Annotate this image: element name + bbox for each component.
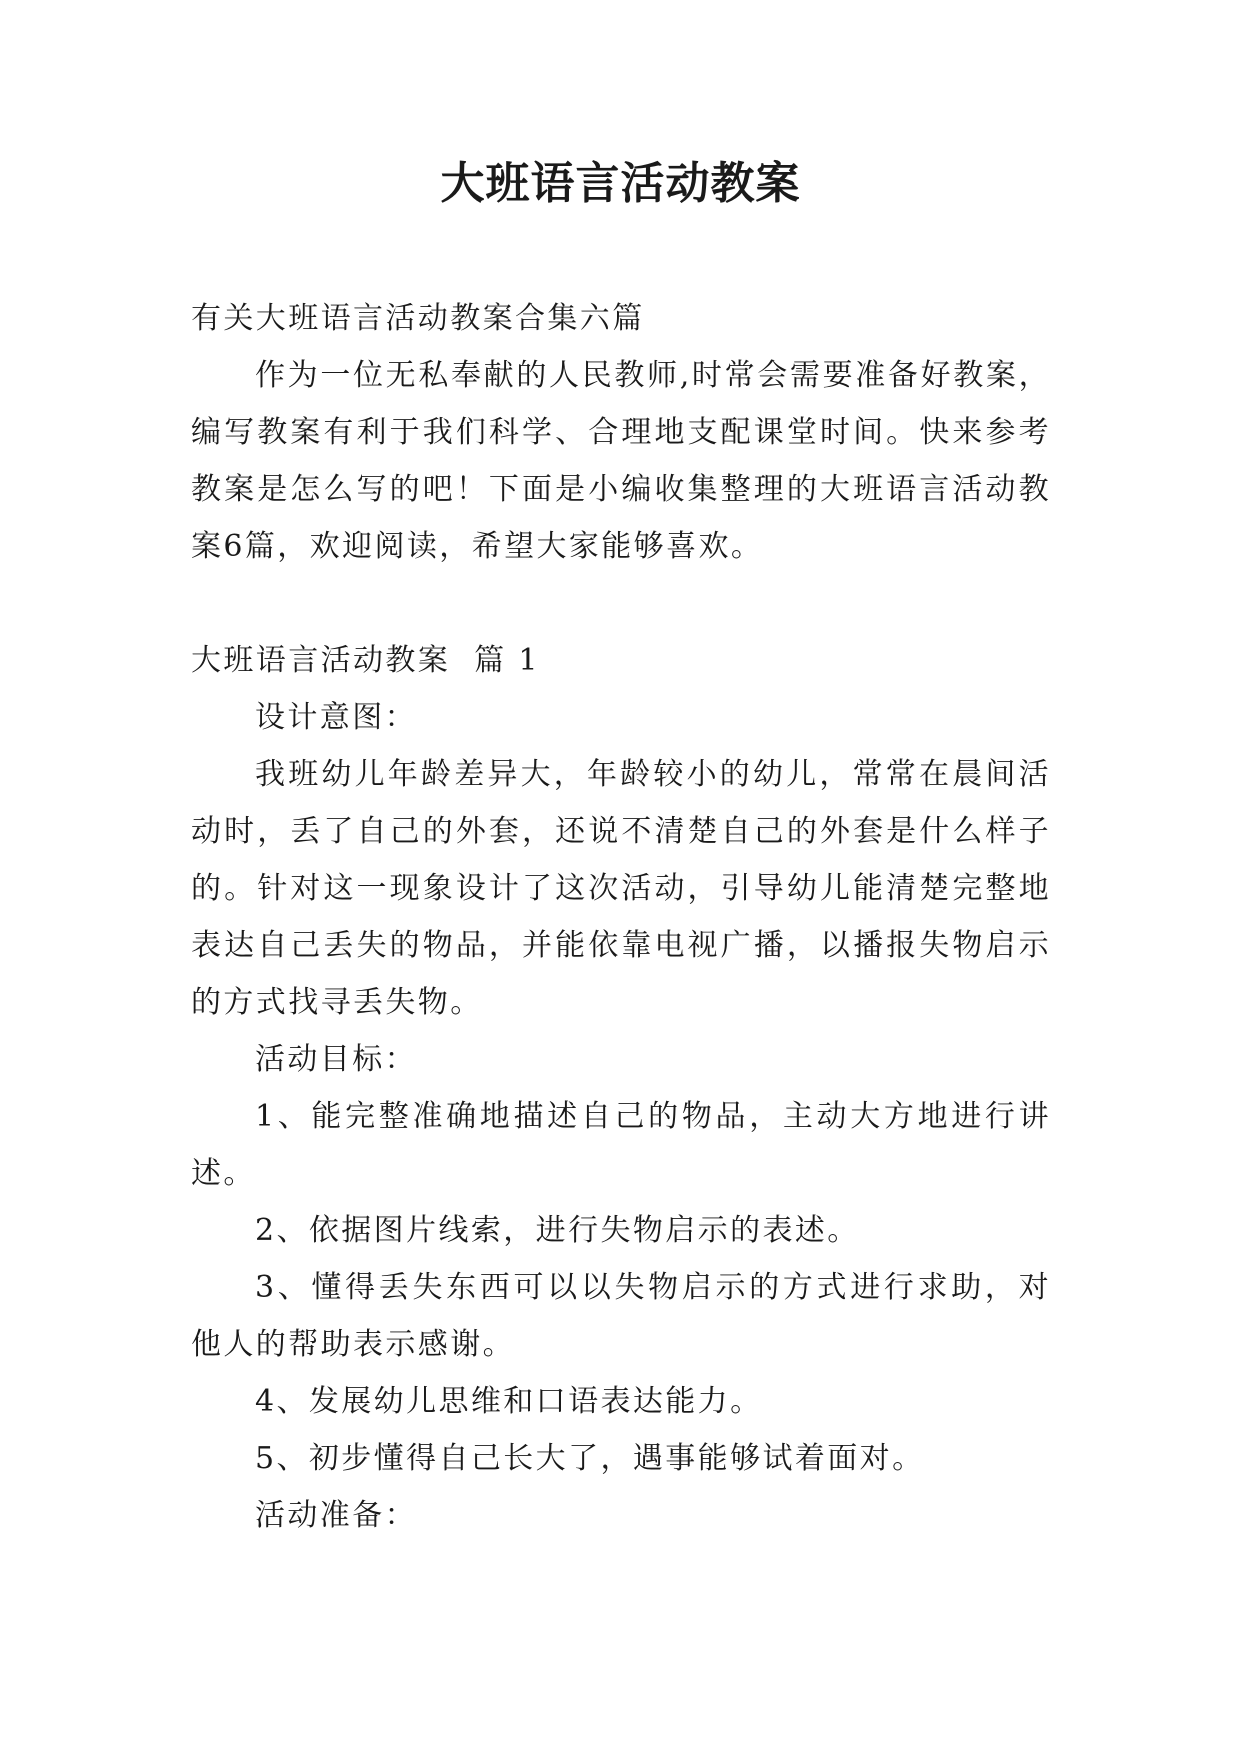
document-title: 大班语言活动教案	[440, 158, 801, 209]
intro-paragraph: 作为一位无私奉献的人民教师,时常会需要准备好教案，编写教案有利于我们科学、合理地支配课堂时间。快来参考教案是怎么写的吧！下面是小编收集整理的大班语言活动教案6篇，欢迎阅读，希望大家能够喜欢。	[191, 358, 1051, 564]
section-spacer	[191, 575, 1051, 632]
goal-item-5: 5、初步懂得自己长大了，遇事能够试着面对。	[255, 1441, 925, 1476]
goal-item-1: 1、能完整准确地描述自己的物品，主动大方地进行讲述。	[191, 1099, 1051, 1191]
goal-item-2: 2、依据图片线索，进行失物启示的表述。	[255, 1213, 860, 1248]
design-intent-heading: 设计意图：	[255, 700, 417, 735]
goal-item-4: 4、发展幼儿思维和口语表达能力。	[255, 1384, 763, 1419]
document-body	[191, 290, 1051, 1544]
preparation-heading: 活动准备：	[255, 1498, 417, 1533]
goal-item-3: 3、懂得丢失东西可以以失物启示的方式进行求助，对他人的帮助表示感谢。	[191, 1270, 1051, 1362]
document-subtitle: 有关大班语言活动教案合集六篇	[191, 301, 645, 336]
design-intent-paragraph: 我班幼儿年龄差异大，年龄较小的幼儿，常常在晨间活动时，丢了自己的外套，还说不清楚自己的外套是什么样子的。针对这一现象设计了这次活动，引导幼儿能清楚完整地表达自己丢失的物品，并能依靠电视广播，以播报失物启示的方式找寻丢失物。	[191, 757, 1051, 1020]
section-heading: 大班语言活动教案 篇 1	[191, 643, 540, 678]
goals-heading: 活动目标：	[255, 1042, 417, 1077]
